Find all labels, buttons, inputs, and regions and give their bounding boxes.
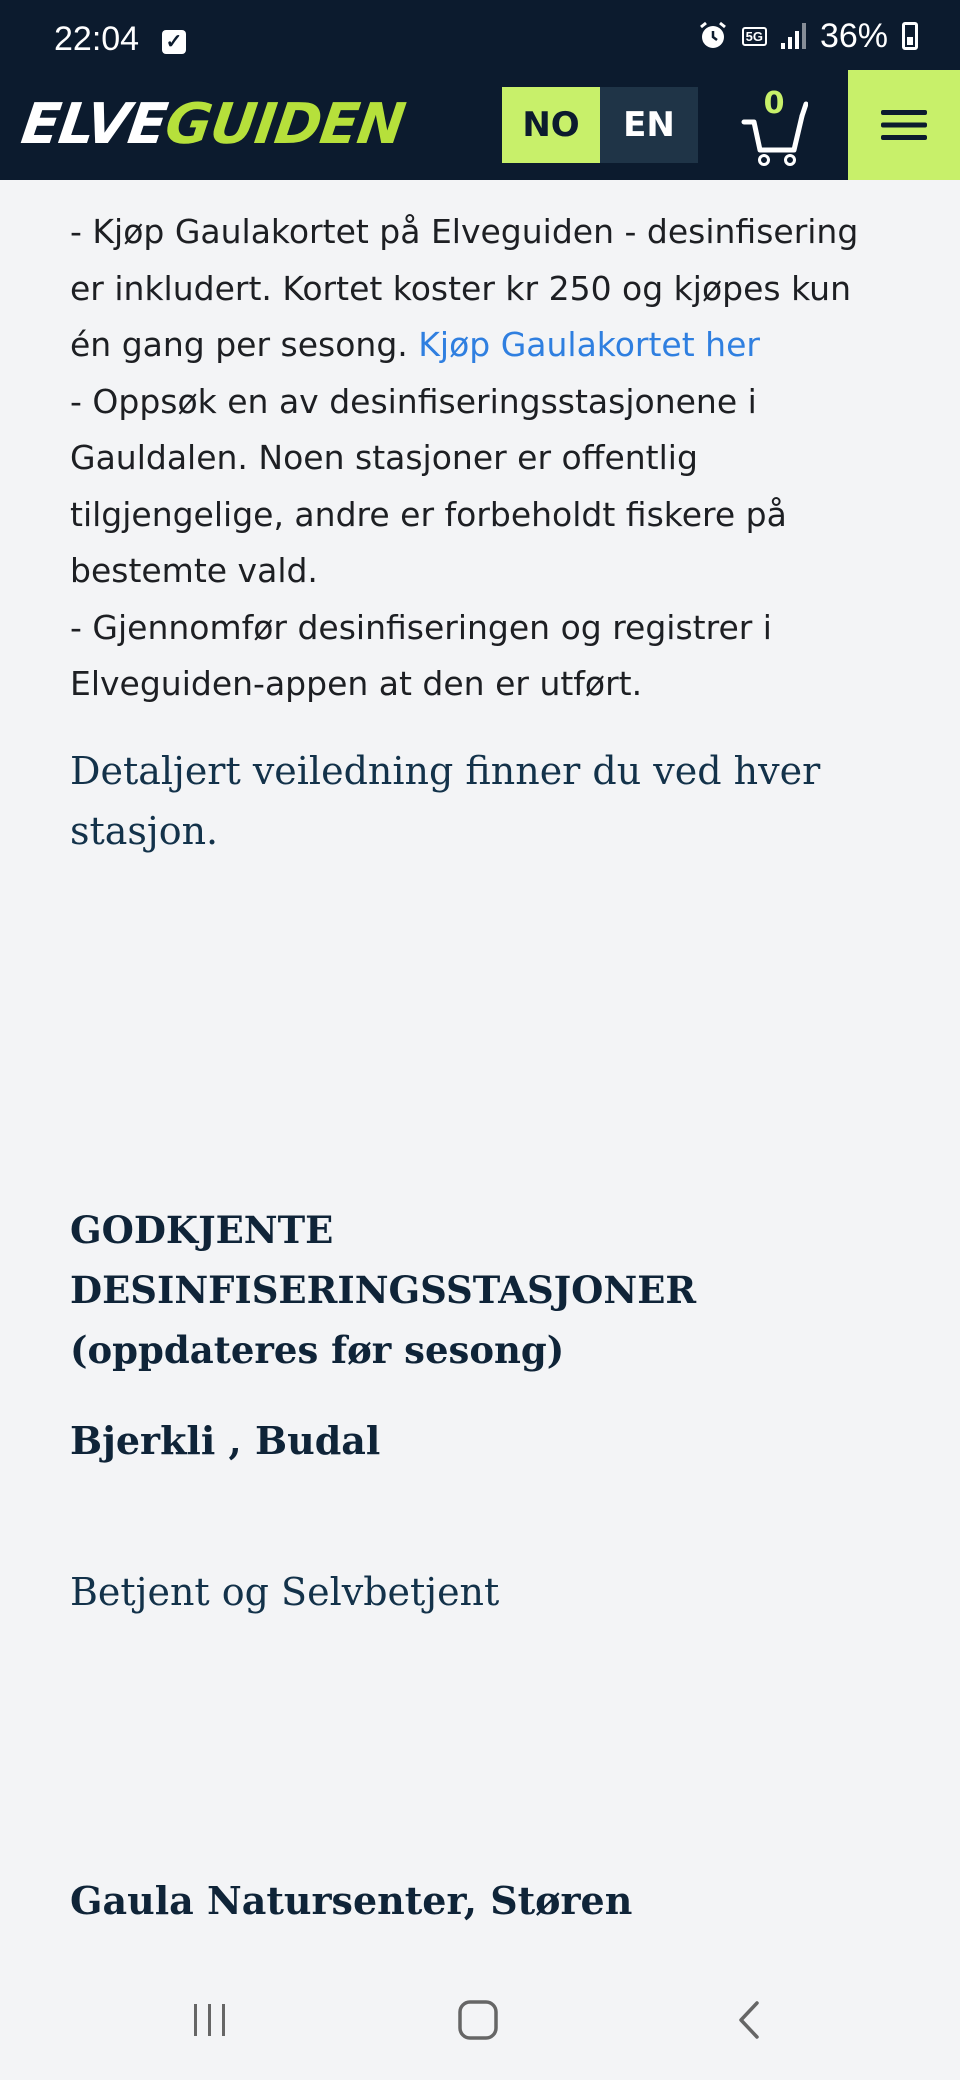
- menu-button[interactable]: [848, 70, 960, 180]
- stations-heading: GODKJENTE DESINFISERINGSSTASJONER (oppdateres før sesong): [70, 1208, 697, 1372]
- instruction-item: - Oppsøk en av desinfiseringsstasjonene i Gauldalen. Noen stasjoner er offentlig tilgjengelige, andre er forbeholdt fiskere på bestemte vald.: [70, 381, 787, 590]
- recent-apps-icon: [190, 2002, 230, 2038]
- station-name: Bjerkli , Budal: [70, 1418, 381, 1463]
- main-content: [70, 180, 900, 861]
- instruction-buy-card-text: - Kjøp Gaulakortet på Elveguiden - desinfisering er inkludert. Kortet koster kr 250 og kjøpes kun én gang per sesong.: [70, 212, 859, 364]
- status-icons: [698, 18, 918, 54]
- home-button[interactable]: [438, 1990, 518, 2050]
- station-name: Gaula Natursenter, Støren: [70, 1878, 633, 1923]
- cart-icon: [740, 86, 808, 166]
- alarm-icon: [698, 21, 728, 51]
- instruction-item: [70, 204, 900, 374]
- language-en-button[interactable]: EN: [600, 87, 698, 163]
- logo-part-elve: ELVE: [17, 92, 171, 157]
- status-bar: [0, 0, 960, 70]
- status-time: 22:04: [54, 20, 140, 58]
- buy-gaulakort-link[interactable]: Kjøp Gaulakortet her: [418, 325, 760, 364]
- logo-part-guiden: GUIDEN: [161, 92, 409, 157]
- battery-icon: [902, 22, 918, 50]
- instruction-item: - Gjennomfør desinfiseringen og registrer i Elveguiden-appen at den er utført.: [70, 607, 772, 703]
- instructions-list: [70, 204, 900, 713]
- back-icon: [735, 1999, 765, 2041]
- home-icon: [457, 1999, 499, 2041]
- guide-text: Detaljert veiledning finner du ved hver stasjon.: [70, 748, 821, 853]
- cart-count: 0: [763, 86, 785, 121]
- system-navigation-bar: [0, 1962, 960, 2080]
- signal-icon: [781, 23, 806, 49]
- checkbox-notification-icon: ✓: [162, 30, 186, 54]
- station-type: Betjent og Selvbetjent: [70, 1570, 500, 1614]
- hamburger-menu-icon: [881, 108, 927, 142]
- cart-button[interactable]: [740, 86, 808, 166]
- site-header: [0, 70, 960, 180]
- elveguiden-logo[interactable]: [17, 92, 408, 158]
- language-no-button[interactable]: NO: [502, 87, 600, 163]
- 5g-icon: 5G: [742, 27, 767, 46]
- battery-percent: 36%: [819, 16, 888, 55]
- back-button[interactable]: [710, 1990, 790, 2050]
- recent-apps-button[interactable]: [170, 1990, 250, 2050]
